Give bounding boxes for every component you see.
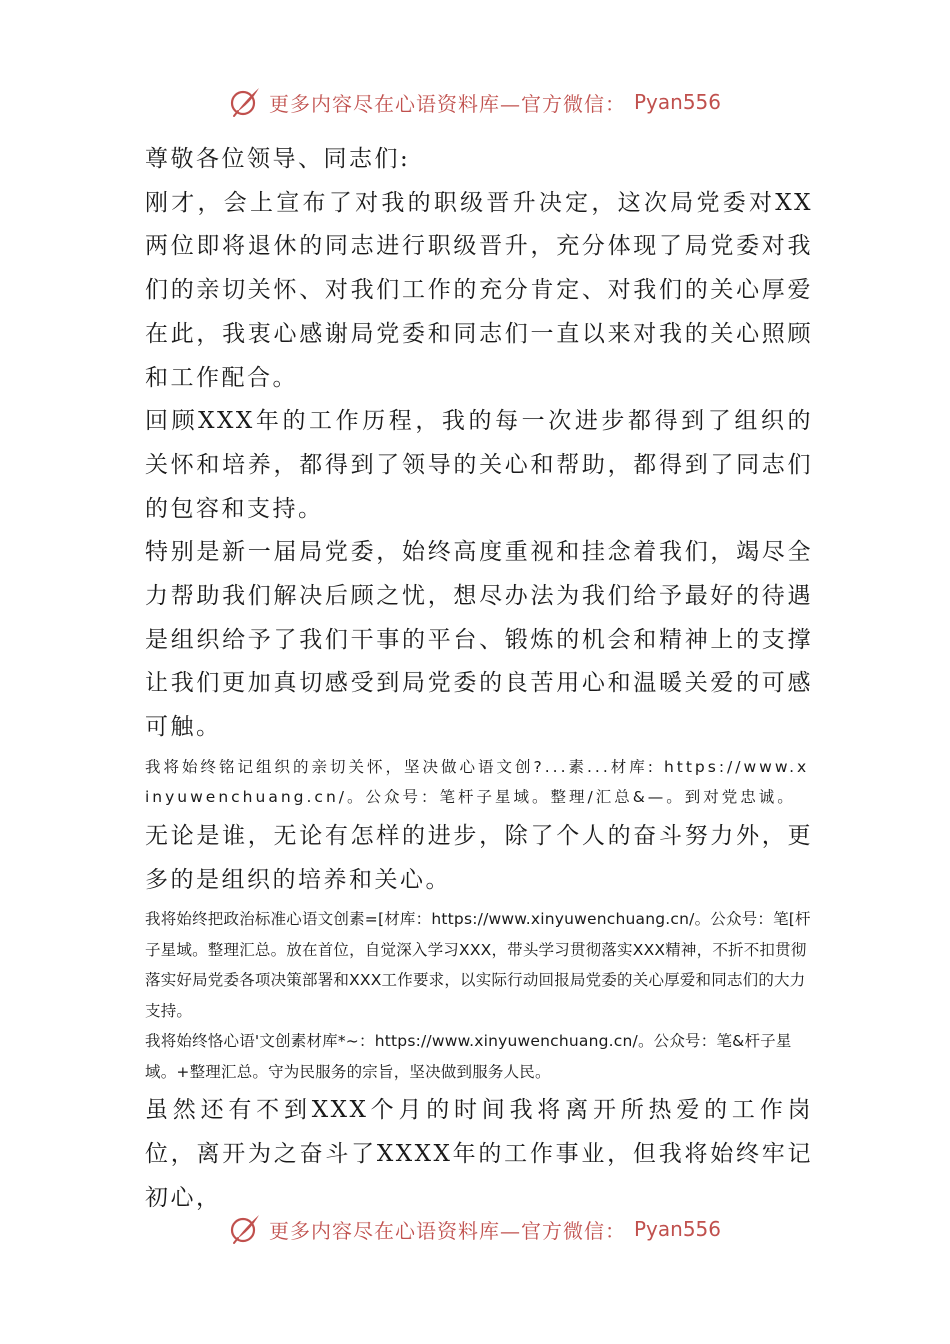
- small-paragraph: 我将始终铭记组织的亲切关怀，坚决做心语文创?...素...材库: https://www.xinyuwenchuang.cn/。公众号：笔杆子星域。整理/汇总&—。到对党忠诚。: [145, 757, 810, 807]
- quill-pen-logo-icon: [229, 86, 261, 118]
- banner-contact: Pyan556: [633, 1217, 721, 1241]
- paragraph: 特别是新一届局党委，始终高度重视和挂念着我们，竭尽全力帮助我们解决后顾之忧，想尽办法为我们给予最好的待遇是组织给予了我们干事的平台、锻炼的机会和精神上的支撑让我们更加真切感受到局党委的良苦用心和温暖关爱的可感可触。: [145, 539, 813, 741]
- document-body: [145, 138, 813, 1220]
- banner-text: 更多内容尽在心语资料库—官方微信：: [268, 91, 626, 116]
- paragraph: 虽然还有不到XXX个月的时间我将离开所热爱的工作岗位，离开为之奋斗了XXXX年的工作事业，但我将始终牢记初心，: [145, 1097, 813, 1211]
- footer-banner: [0, 1209, 950, 1249]
- quill-pen-logo-icon: [229, 1213, 261, 1245]
- paragraph: 回顾XXX年的工作历程，我的每一次进步都得到了组织的关怀和培养，都得到了领导的关心和帮助，都得到了同志们的包容和支持。: [145, 408, 813, 522]
- banner-text: 更多内容尽在心语资料库—官方微信：: [268, 1218, 626, 1243]
- paragraph: 无论是谁，无论有怎样的进步，除了个人的奋斗努力外，更多的是组织的培养和关心。: [145, 822, 813, 893]
- paragraph: 刚才，会上宣布了对我的职级晋升决定，这次局党委对XX两位即将退休的同志进行职级晋升，充分体现了局党委对我们的亲切关怀、对我们工作的充分肯定、对我们的关心厚爱在此，我衷心感谢局党委和同志们一直以来对我的关心照顾和工作配合。: [145, 189, 813, 391]
- salutation: 尊敬各位领导、同志们:: [145, 146, 411, 172]
- banner-contact: Pyan556: [633, 90, 721, 114]
- small-paragraph: 我将始终把政治标准心语文创素=[材库：https://www.xinyuwenchuang.cn/。公众号：笔[杆子星域。整理汇总。放在首位，自觉深入学习XXX，带头学习贯彻落实XXX精神，不折不扣贯彻落实好局党委各项决策部署和XXX工作要求，以实际行动回报局党委的关心厚爱和同志们的大力支持。: [145, 910, 811, 1020]
- header-banner: [0, 82, 950, 122]
- small-paragraph: 我将始终恪心语'文创素材库*~：https://www.xinyuwenchuang.cn/。公众号：笔&杆子星域。+整理汇总。守为民服务的宗旨，坚决做到服务人民。: [145, 1032, 792, 1081]
